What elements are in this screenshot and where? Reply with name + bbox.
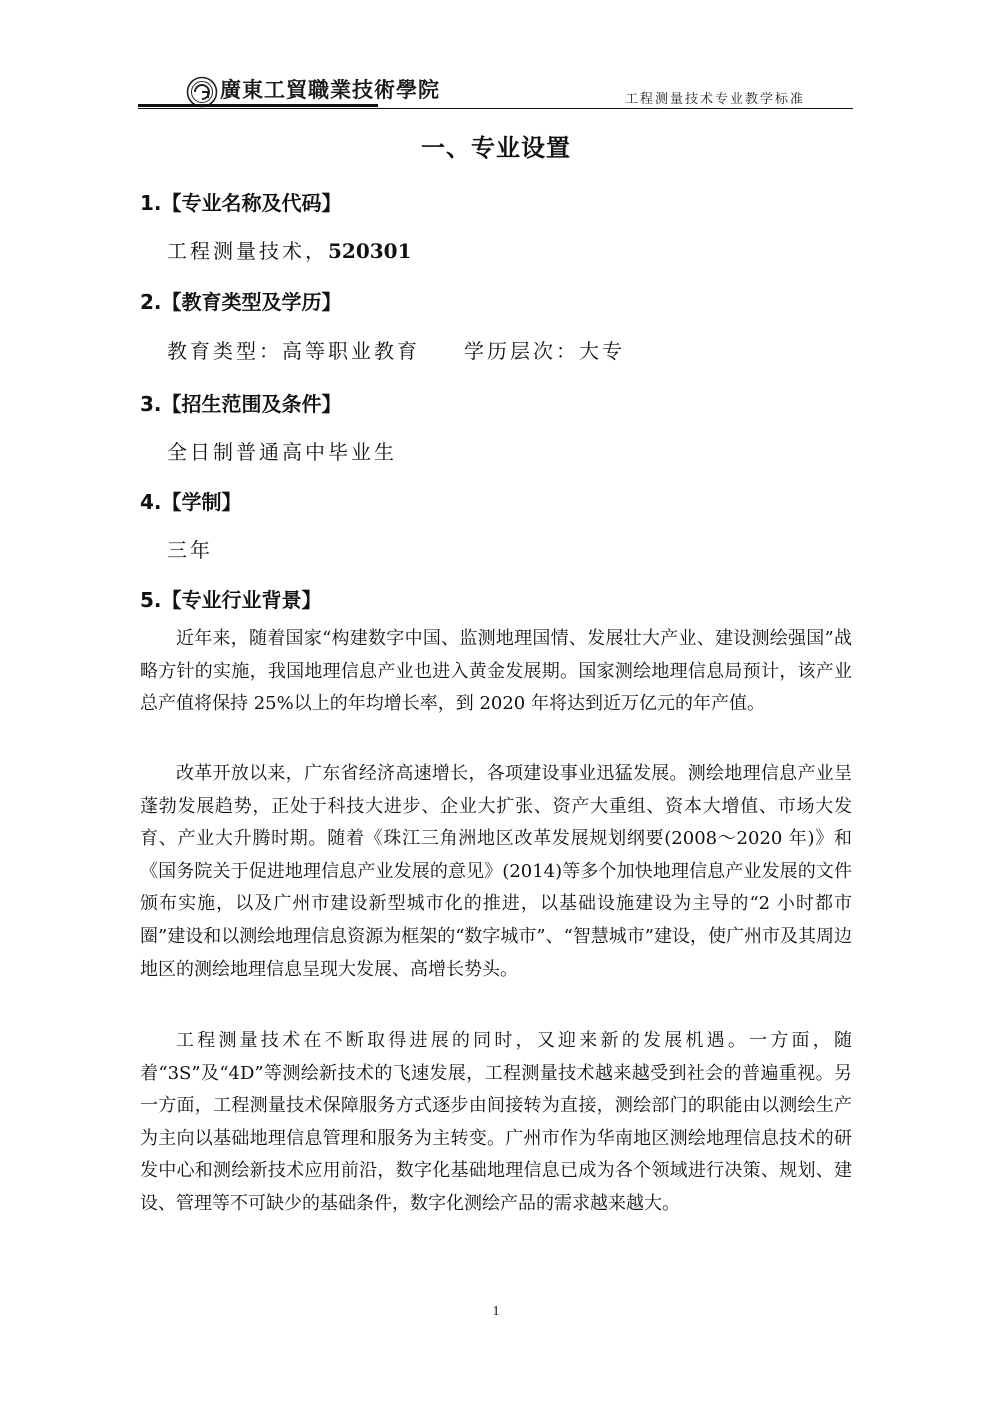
heading-major-name: 1.【专业名称及代码】 [140, 191, 342, 215]
education-level: 学历层次：大专 [464, 339, 625, 363]
major-name: 工程测量技术， [167, 239, 328, 263]
education-type: 教育类型：高等职业教育 [167, 339, 420, 363]
background-paragraph-2: 改革开放以来，广东省经济高速增长，各项建设事业迅猛发展。测绘地理信息产业呈蓬勃发展趋势，正处于科技大进步、企业大扩张、资产大重组、资本大增值、市场大发育、产业大升腾时期。随着《珠江三角洲地区改革发展规划纲要(2008～2020 年)》和《国务院关于促进地理信息产业发展的意见》(2014)等多个加快地理信息产业发展的文件颁布实施，以及广州市建设新型城市化的推进，以基础设施建设为主导的“2 小时都市圈”建设和以测绘地理信息资源为框架的“数字城市”、“智慧城市”建设，使广州市及其周边地区的测绘地理信息呈现大发展、高增长势头。 [140, 763, 853, 980]
background-paragraph-3: 工程测量技术在不断取得进展的同时，又迎来新的发展机遇。一方面，随着“3S”及“4D”等测绘新技术的飞速发展，工程测量技术越来越受到社会的普遍重视。另一方面，工程测量技术保障服务方式逐步由间接转为直接，测绘部门的职能由以测绘生产为主向以基础地理信息管理和服务为主转变。广州市作为华南地区测绘地理信息技术的研发中心和测绘新技术应用前沿，数字化基础地理信息已成为各个领域进行决策、规划、建设、管理等不可缺少的基础条件，数字化测绘产品的需求越来越大。 [140, 1030, 852, 1214]
major-code: 520301 [328, 239, 412, 263]
page-header [138, 70, 853, 114]
heading-education-type: 2.【教育类型及学历】 [140, 290, 342, 314]
page-number: 1 [492, 1304, 500, 1319]
enrollment-value: 全日制普通高中毕业生 [167, 440, 397, 464]
header-rule [138, 108, 853, 109]
duration-value: 三年 [167, 538, 213, 562]
heading-industry-background: 5.【专业行业背景】 [140, 588, 322, 612]
header-rule-thick [138, 104, 378, 107]
heading-duration: 4.【学制】 [140, 490, 242, 514]
background-paragraph-1: 近年来，随着国家“构建数字中国、监测地理国情、发展壮大产业、建设测绘强国”战略方针的实施，我国地理信息产业也进入黄金发展期。国家测绘地理信息局预计，该产业总产值将保持 25%以上的年均增长率，到 2020 年将达到近万亿元的年产值。 [140, 628, 852, 715]
major-name-value [167, 235, 412, 264]
education-type-value [167, 335, 625, 364]
document-title: 工程测量技术专业教学标准 [624, 92, 805, 107]
heading-enrollment: 3.【招生范围及条件】 [140, 392, 342, 416]
section-title: 一、专业设置 [421, 134, 571, 162]
school-name: 廣東工貿職業技術學院 [220, 77, 440, 102]
